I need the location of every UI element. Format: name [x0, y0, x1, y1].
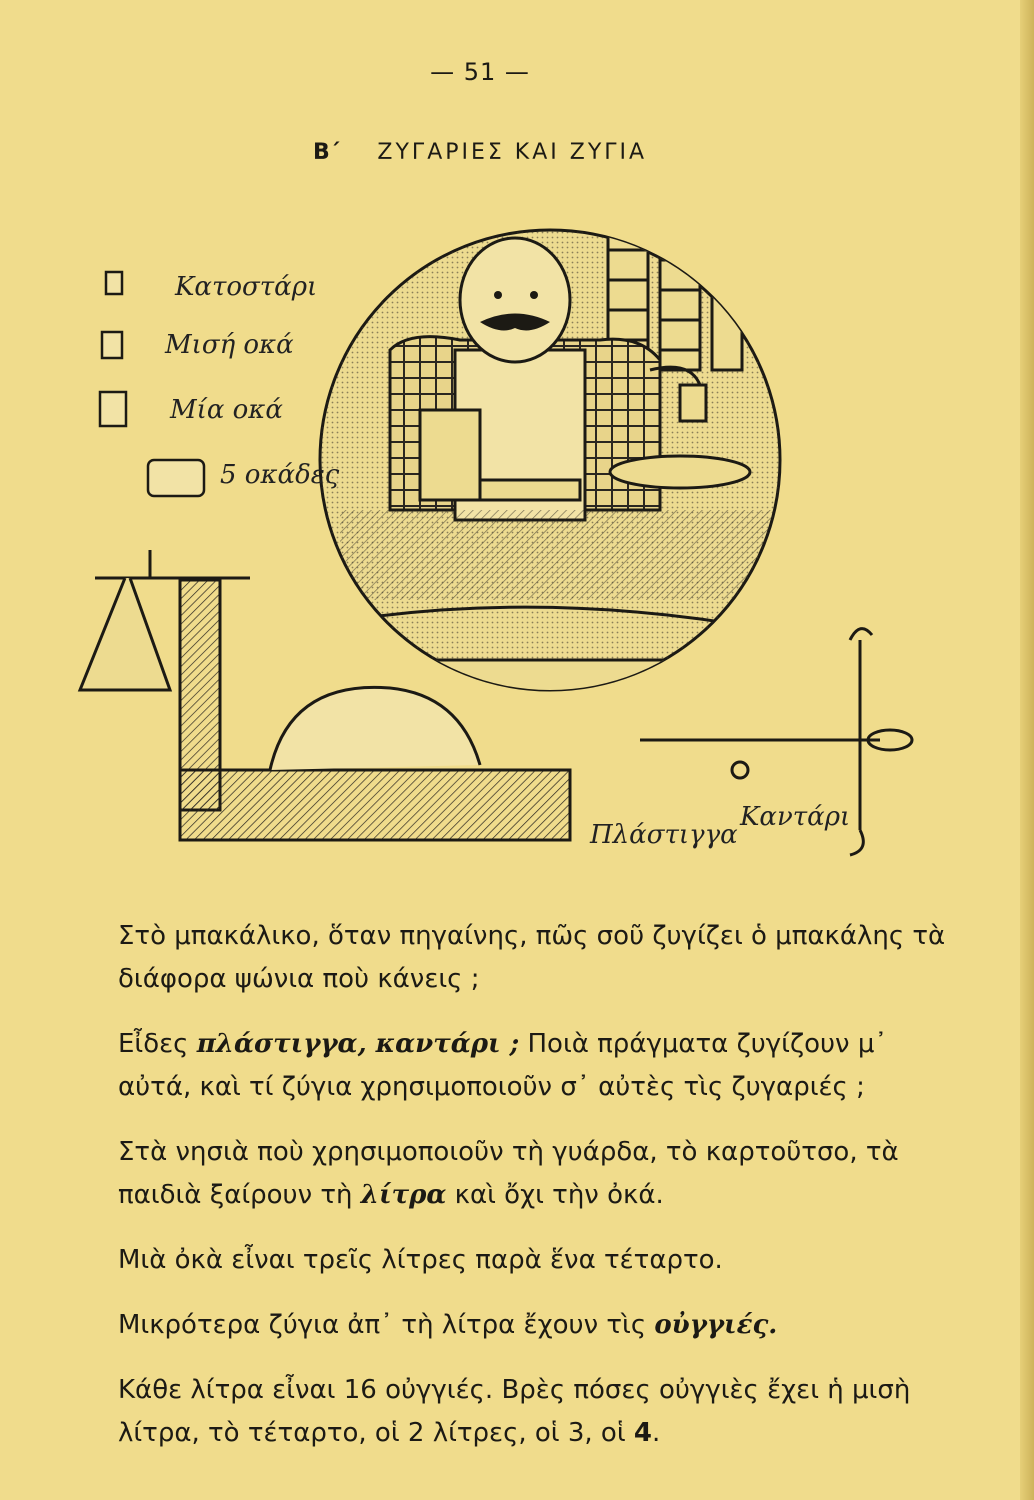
weight-one-oka-icon	[100, 392, 126, 426]
paragraph-1	[118, 915, 948, 1001]
paragraph-3-text-b: καὶ ὄχι τὴν ὀκά.	[446, 1180, 664, 1210]
weight-100dram-icon	[106, 272, 122, 294]
paragraph-3-text-a: Στὰ νησιὰ ποὺ χρησιμοποιοῦν τὴ γυάρδα, τὸ καρτοῦτσο, τὰ παιδιὰ ξαίρουν τὴ	[118, 1137, 899, 1210]
legend-misi-oka: Μισή οκά	[165, 330, 294, 360]
grocery-scales-illustration	[60, 210, 960, 890]
section-title: ΖΥΓΑΡΙΕΣ ΚΑΙ ΖΥΓΙΑ	[377, 140, 648, 165]
paragraph-1-text: Στὸ μπακάλικο, ὅταν πηγαίνης, πῶς σοῦ ζυγίζει ὁ μπακάλης τὰ διάφορα ψώνια ποὺ κάνεις ;	[118, 921, 946, 994]
paragraph-6-bold: 4	[633, 1418, 652, 1448]
paragraph-5-emphasis: οὐγγιές.	[654, 1310, 778, 1340]
paragraph-2-text-a: Εἶδες	[118, 1029, 197, 1059]
paragraph-3	[118, 1131, 948, 1217]
paragraph-6	[118, 1369, 948, 1455]
paragraph-3-emphasis: λίτρα	[360, 1180, 447, 1210]
legend-katostari: Κατοστάρι	[175, 272, 318, 302]
legend-five-okades: 5 οκάδες	[220, 460, 340, 490]
illustration-drawing	[60, 210, 960, 890]
legend-mia-oka: Μία οκά	[170, 395, 283, 425]
page-edge	[1020, 0, 1034, 1500]
body-text	[118, 915, 948, 1477]
weight-five-okades-icon	[148, 460, 204, 496]
weight-icons	[100, 272, 204, 496]
paragraph-6-text-b: .	[652, 1418, 661, 1448]
paragraph-5	[118, 1304, 948, 1347]
label-kantari: Καντάρι	[740, 802, 851, 832]
label-plastigga: Πλάστιγγα	[590, 820, 738, 850]
page-number: — 51 —	[430, 58, 530, 86]
weight-half-oka-icon	[102, 332, 122, 358]
paragraph-4-text: Μιὰ ὀκὰ εἶναι τρεῖς λίτρες παρὰ ἕνα τέταρτο.	[118, 1245, 723, 1275]
grocer-scene	[310, 220, 790, 700]
paragraph-5-text-a: Μικρότερα ζύγια ἀπ᾽ τὴ λίτρα ἔχουν τὶς	[118, 1310, 655, 1340]
paragraph-2-emphasis: πλάστιγγα, καντάρι ;	[196, 1029, 520, 1059]
paragraph-4	[118, 1239, 948, 1282]
paragraph-2-text-b: Ποιὰ πράγματα ζυγίζουν μ᾽ αὐτά, καὶ τί ζύγια χρησιμοποιοῦν σ᾽ αὐτὲς τὶς ζυγαριές ;	[118, 1029, 888, 1102]
paragraph-6-text-a: Κάθε λίτρα εἶναι 16 οὐγγιές. Βρὲς πόσες οὐγγιὲς ἔχει ἡ μισὴ λίτρα, τὸ τέταρτο, οἱ 2 λίτρες, οἱ 3, οἱ	[118, 1375, 911, 1448]
paragraph-2	[118, 1023, 948, 1109]
section-heading	[0, 140, 960, 165]
section-marker: Β΄	[312, 140, 340, 165]
